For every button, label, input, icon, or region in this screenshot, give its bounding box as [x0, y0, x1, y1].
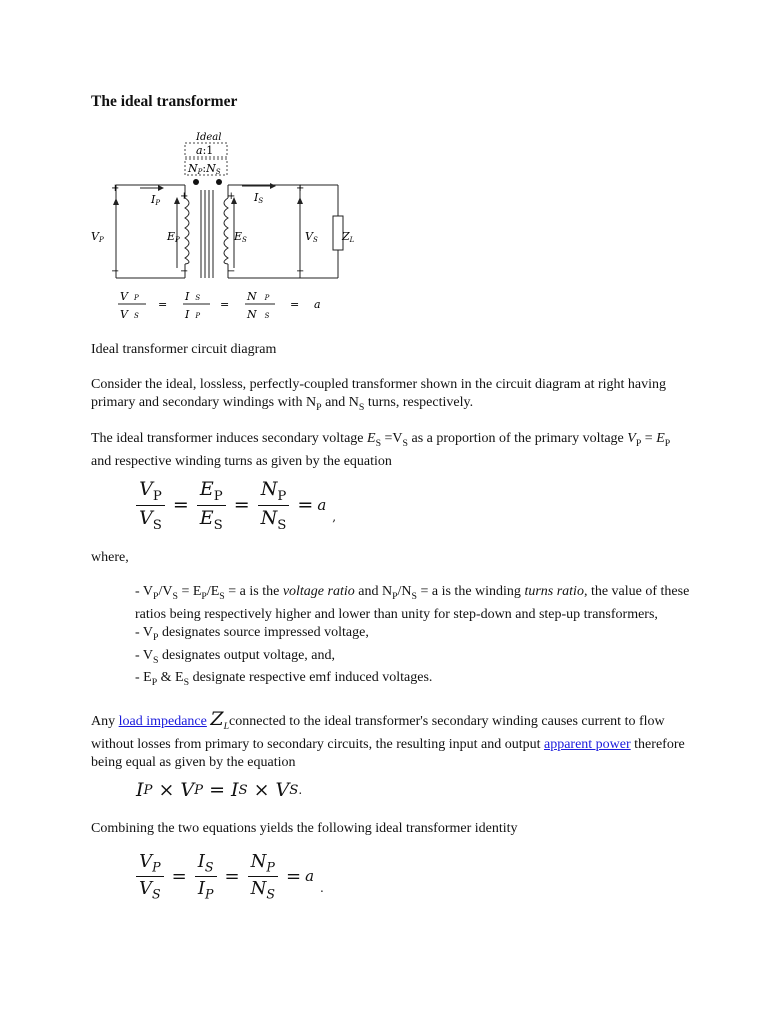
svg-text:−: −: [227, 266, 236, 277]
transformer-identity-equation: $\frac{V_P}{V_S}$ = $\frac{I_S}{I_P}$ = $\frac{N_P}{N_S}$ = a .: [134, 851, 324, 901]
svg-text:−: −: [296, 266, 305, 277]
list-item: - $E_P$ & $E_S$ designate respective emf induced voltages.: [135, 670, 433, 689]
list-item: - $V_P/V_S = E_P/E_S = a$ is the voltage ratio and $N_P/N_S = a$ is the winding turns ratio, the value of these ratios being respectively higher and lower than unity for step-down and step-up transformers,: [135, 584, 690, 622]
secondary-coil: [224, 198, 228, 264]
primary-dot: [193, 179, 199, 185]
svg-text:+: +: [111, 183, 120, 194]
svg-text:VP: V P: [120, 290, 139, 303]
transformer-circuit-diagram: [88, 128, 368, 328]
svg-text:−: −: [180, 266, 189, 277]
svg-text:+: +: [227, 191, 236, 202]
svg-text:NP: N P: [247, 290, 270, 303]
voltage-ratio-equation: $\frac{V_P}{V_S}$ = $\frac{E_P}{E_S}$ = $\frac{N_P}{N_S}$ = a ,: [134, 478, 336, 533]
power-equality-equation: I P × V P = I S × V S .: [136, 779, 303, 801]
svg-text:ES: ES: [234, 230, 247, 244]
svg-text:=: =: [290, 298, 300, 311]
svg-text:+: +: [180, 191, 189, 202]
where-label: where,: [91, 550, 129, 565]
svg-text:IS: I S: [185, 290, 201, 303]
svg-text:=: =: [220, 298, 230, 311]
svg-text:=: =: [158, 298, 168, 311]
svg-text:NS: N S: [247, 308, 270, 321]
diagram-caption: Ideal transformer circuit diagram: [91, 342, 277, 357]
svg-text:VP: VP: [91, 230, 104, 244]
paragraph-induced-voltage: The ideal transformer induces secondary voltage $E_S =V_S$ as a proportion of the primary voltage $V_P = E_P$ and respective winding turns as given by the equation: [91, 431, 671, 469]
secondary-dot: [216, 179, 222, 185]
svg-text:ZL: ZL: [342, 230, 355, 244]
page-title: The ideal transformer: [91, 93, 238, 110]
svg-text:IP: I P: [185, 308, 201, 321]
svg-text:a: a: [314, 298, 321, 311]
svg-text:IS: IS: [254, 191, 264, 205]
svg-text:EP: EP: [167, 230, 180, 244]
svg-text:+: +: [296, 183, 305, 194]
list-item: - $V_S$ designates output voltage, and,: [135, 647, 336, 666]
paragraph-load-impedance: Any load impedance $Z_Lconnected$ to the ideal transformer's secondary winding causes current to flow without losses from primary to secondary circuits, the resulting input and output apparent power therefore being equal as given by the equation: [91, 708, 685, 770]
paragraph-intro: Consider the ideal, lossless, perfectly-coupled transformer shown in the circuit diagram at right having primary and secondary windings with $N_P$ and $N_S$ turns, respectively.: [91, 377, 667, 413]
svg-text:NP:NS: NP:NS: [188, 162, 221, 176]
list-item: - $V_P$ designates source impressed voltage,: [135, 624, 369, 643]
load-impedance-link[interactable]: load impedance: [118, 714, 207, 729]
svg-text:VS: V S: [120, 308, 139, 321]
svg-text:VS: VS: [305, 230, 318, 244]
apparent-power-link[interactable]: apparent power: [543, 736, 631, 752]
ideal-label: Ideal: [196, 132, 222, 143]
definitions-list: [135, 583, 695, 692]
primary-coil: [185, 198, 189, 264]
diagram-ratio-equation: [118, 290, 321, 321]
paragraph-combining: Combining the two equations yields the following ideal transformer identity: [91, 821, 518, 836]
svg-text:−: −: [111, 266, 120, 277]
svg-text:IP: IP: [151, 193, 161, 207]
svg-text:a:1: a:1: [196, 144, 214, 157]
